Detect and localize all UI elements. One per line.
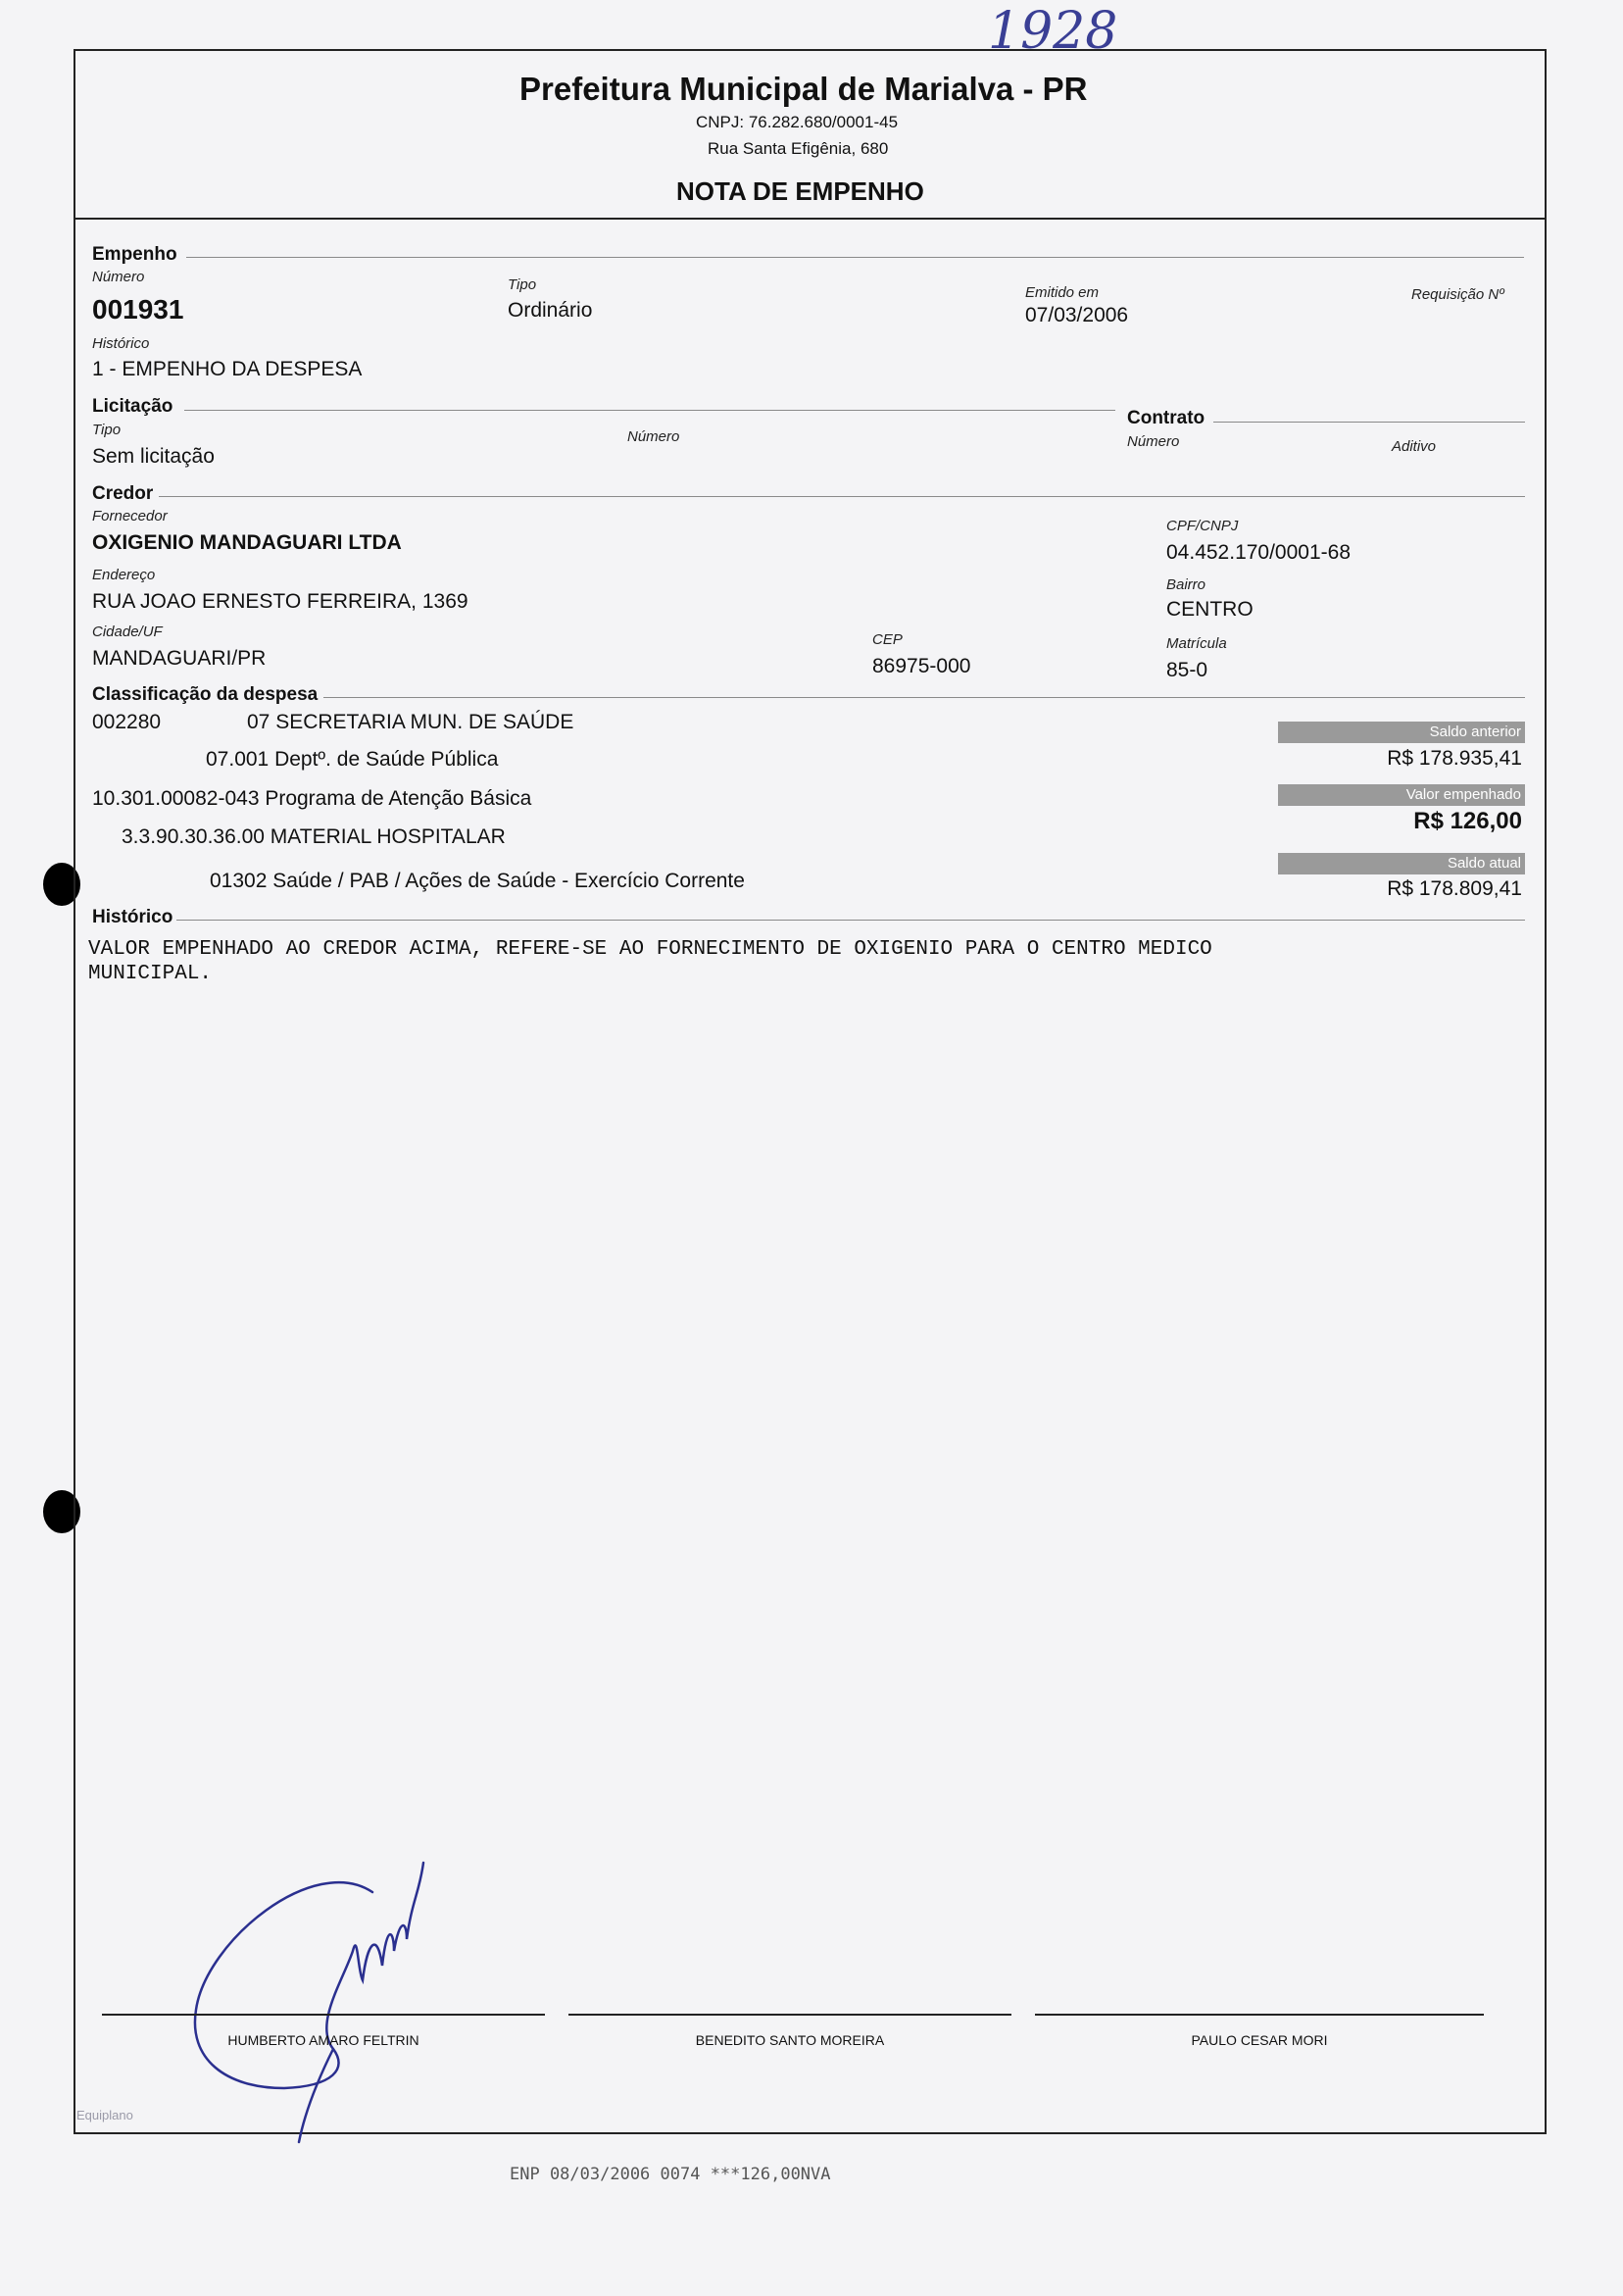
licitacao-tipo: Sem licitação [92,445,215,468]
section-licitacao: Licitação [92,396,173,417]
section-contrato: Contrato [1127,408,1205,428]
empenho-emitido: 07/03/2006 [1025,304,1129,326]
header-cnpj: CNPJ: 76.282.680/0001-45 [696,113,899,131]
saldo-anterior-label: Saldo anterior [1278,722,1525,743]
section-credor: Credor [92,483,154,504]
contrato-numero-label: Número [1127,433,1180,450]
classificacao-line: 01302 Saúde / PAB / Ações de Saúde - Exercício Corrente [210,870,745,892]
header-org: Prefeitura Municipal de Marialva - PR [519,71,1088,107]
historico-label: Histórico [92,335,150,352]
numero-label: Número [92,269,145,285]
print-stamp: ENP 08/03/2006 0074 ***126,00NVA [510,2165,831,2184]
classificacao-line: 002280 [92,711,162,733]
section-historico: Histórico [92,907,173,927]
signature-scribble [167,1823,480,2147]
cep-label: CEP [872,631,903,648]
classificacao-line: 3.3.90.30.36.00 MATERIAL HOSPITALAR [122,825,506,848]
signature-line [568,2014,1011,2016]
section-classificacao: Classificação da despesa [92,684,319,705]
cidade-label: Cidade/UF [92,624,163,640]
matricula-label: Matrícula [1166,635,1227,652]
credor-matricula: 85-0 [1166,659,1208,681]
emitido-label: Emitido em [1025,284,1100,301]
header-address: Rua Santa Efigênia, 680 [708,139,889,158]
saldo-anterior-value: R$ 178.935,41 [1387,747,1522,770]
empenho-numero: 001931 [92,294,184,324]
valor-empenhado-value: R$ 126,00 [1413,808,1522,834]
fornecedor-label: Fornecedor [92,508,168,524]
classificacao-line: 07 SECRETARIA MUN. DE SAÚDE [247,711,574,733]
historico-line2: MUNICIPAL. [88,963,213,985]
credor-fornecedor: OXIGENIO MANDAGUARI LTDA [92,531,402,554]
saldo-atual-label: Saldo atual [1278,853,1525,874]
footer-brand: Equiplano [76,2108,133,2122]
credor-bairro: CENTRO [1166,598,1254,621]
classificacao-line: 07.001 Deptº. de Saúde Pública [206,748,499,771]
historico-line1: VALOR EMPENHADO AO CREDOR ACIMA, REFERE-SE AO FORNECIMENTO DE OXIGENIO PARA O CENTRO MEDICO [88,938,1212,961]
header-divider [74,218,1545,220]
credor-cpf: 04.452.170/0001-68 [1166,541,1352,564]
licitacao-tipo-label: Tipo [92,422,122,438]
handwritten-page-number: 1928 [988,2,1118,61]
signature-name: HUMBERTO AMARO FELTRIN [227,2032,419,2048]
cpf-label: CPF/CNPJ [1166,518,1239,534]
signature-name: PAULO CESAR MORI [1191,2032,1328,2048]
valor-empenhado-label: Valor empenhado [1278,784,1525,806]
saldo-atual-value: R$ 178.809,41 [1387,877,1522,900]
credor-cidade: MANDAGUARI/PR [92,647,267,670]
signature-line [1035,2014,1484,2016]
classificacao-line: 10.301.00082-043 Programa de Atenção Básica [92,787,532,810]
tipo-label: Tipo [508,276,537,293]
endereco-label: Endereço [92,567,156,583]
signature-line [102,2014,545,2016]
bairro-label: Bairro [1166,576,1206,593]
doc-title: NOTA DE EMPENHO [676,176,924,206]
licitacao-numero-label: Número [627,428,680,445]
empenho-historico: 1 - EMPENHO DA DESPESA [92,358,363,380]
signature-name: BENEDITO SANTO MOREIRA [695,2032,885,2048]
credor-endereco: RUA JOAO ERNESTO FERREIRA, 1369 [92,590,468,613]
credor-cep: 86975-000 [872,655,971,677]
contrato-aditivo-label: Aditivo [1392,438,1437,455]
section-empenho: Empenho [92,244,177,265]
requisicao-label: Requisição Nº [1411,286,1504,303]
empenho-tipo: Ordinário [508,299,593,322]
